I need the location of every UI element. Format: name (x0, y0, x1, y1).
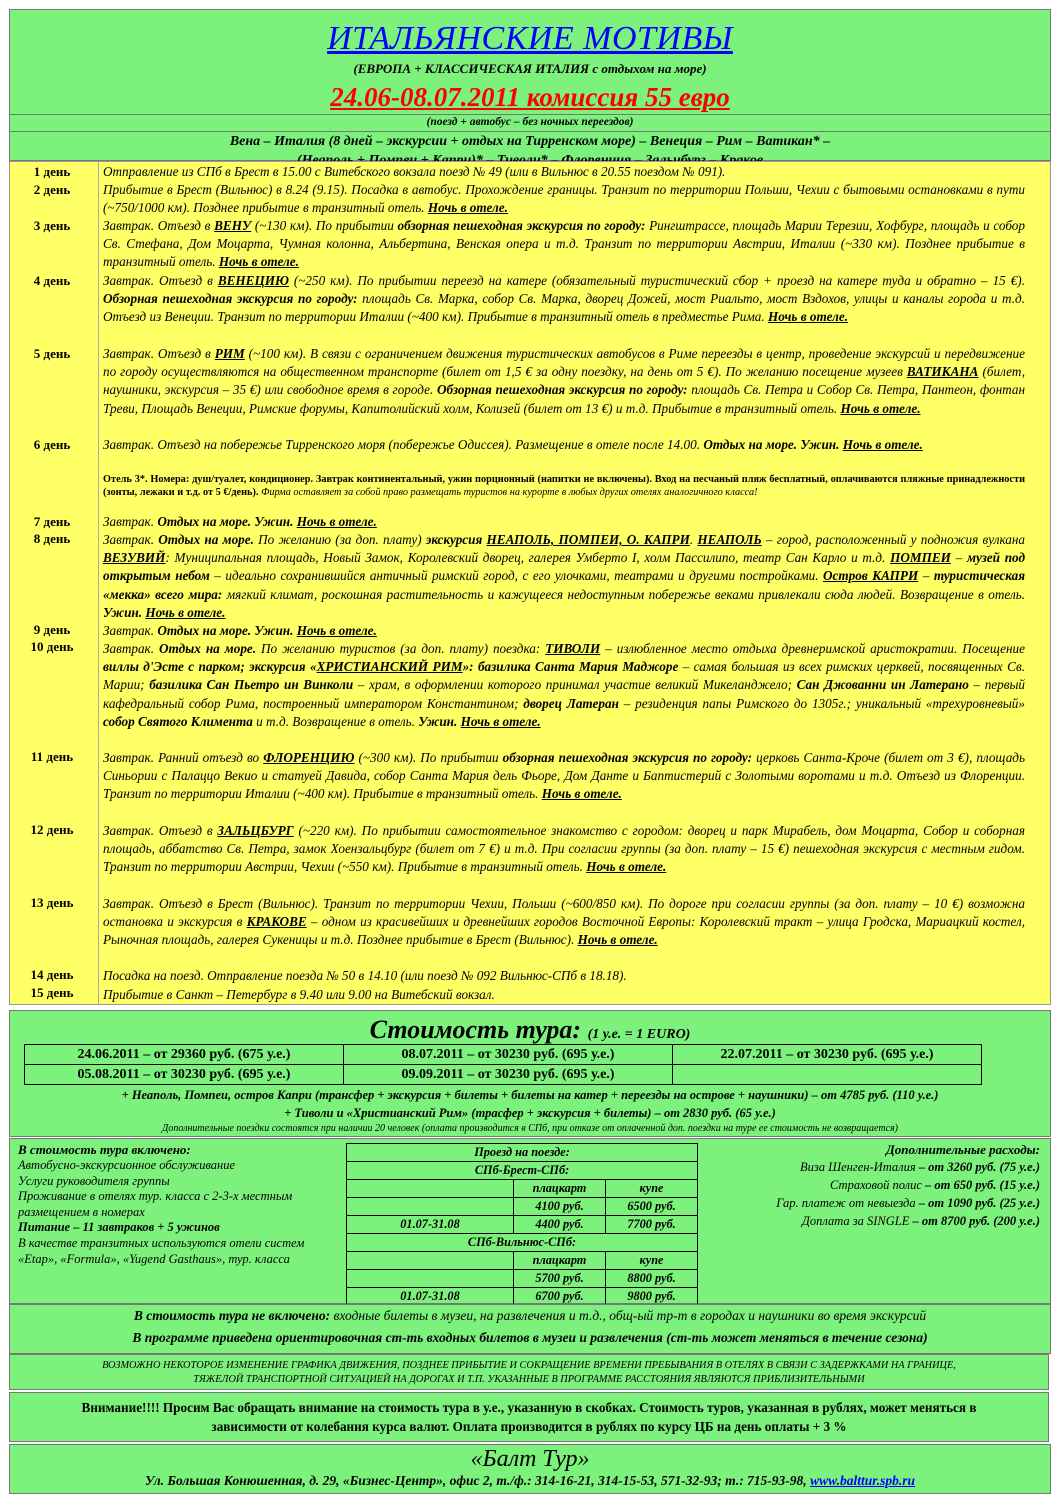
hotel-note: Отель 3*. Номера: душ/туалет, кондиционер. Завтрак континентальный, ужин порционный (напитки не включены). Вход на песчаный пляж бесплатный, оплачиваются пляжные принадлежности (зонты, лежаки и т.д. от 5 €/день). Фирма оставляет за собой право размещать туристов на курорте в любых других отелях аналогичного класса! (103, 474, 1025, 498)
day-text: Завтрак. Отдых на море. По желанию (за доп. плату) экскурсия НЕАПОЛЬ, ПОМПЕИ, О. КАПРИ. НЕАПОЛЬ – город, расположенный у подножия вулкана ВЕЗУВИЙ: Муниципальная площадь, Новый Замок, Королевский дворец, галерея Умберто I, холм Пассилипо, театр Сан Карло и т.д. ПОМПЕИ – музей под открытым небом – идеально сохранившийся античный римский город, с его улочками, театрами и другими постройками. Остров КАПРИ – туристическая «мекка» всего мира: мягкий климат, роскошная растительность и кажущееся недоступным побережье веками привлекали сюда людей. Возвращение в отель. Ужин. Ночь в отеле. (103, 532, 1026, 620)
price-table (24, 1044, 982, 1085)
price-cell (673, 1065, 982, 1085)
rail-cell: 7700 руб. (606, 1216, 698, 1234)
rail-cell: 01.07-31.08 (347, 1216, 514, 1234)
rail-cell: 6700 руб. (514, 1288, 606, 1306)
company-name: «Балт Тур» (470, 1446, 590, 1472)
not-included-line: В стоимость тура не включено: входные билеты в музеи, на развлечения и т.д., общ-ый тр-т в городах и наушники во время экскурсий (133, 1308, 927, 1323)
price-title: Стоимость тура: (1 у.е. = 1 EURO) (369, 1015, 691, 1044)
itinerary-table (9, 161, 1051, 1005)
included-item: Питание – 11 завтраков + 5 ужинов (18, 1220, 220, 1235)
route-line-1: Вена – Италия (8 дней – экскурсии + отдых на Тирренском море) – Венеция – Рим – Ватикан* – (229, 134, 831, 149)
extra-item: Виза Шенген-Италия – от 3260 руб. (75 у.е.) (799, 1160, 1040, 1174)
tour-subtitle: (ЕВРОПА + КЛАССИЧЕСКАЯ ИТАЛИЯ с отдыхом на море) (353, 61, 707, 76)
rail-cell: 9800 руб. (606, 1288, 698, 1306)
day-label: 4 день (33, 273, 71, 288)
tour-header (9, 9, 1051, 161)
table-row (25, 1065, 982, 1085)
warning-block (9, 1392, 1049, 1442)
day-text: Завтрак. Отдых на море. Ужин. Ночь в отеле. (103, 623, 377, 638)
rail-cell (347, 1198, 514, 1216)
day-label: 3 день (33, 218, 71, 233)
extra-title: Дополнительные расходы: (885, 1142, 1040, 1157)
day-label: 8 день (33, 531, 71, 546)
table-row (25, 1045, 982, 1065)
rail-title: Проезд на поезде: (347, 1144, 698, 1162)
option-tivoli: + Тиволи и «Христианский Рим» (трасфер + экскурсия + билеты) – от 2830 руб. (65 у.е.) (284, 1106, 776, 1120)
rail-route: СПб-Вильнюс-СПб: (347, 1234, 698, 1252)
rail-cell: 4100 руб. (514, 1198, 606, 1216)
divider (98, 162, 99, 1004)
included-item: Услуги руководителя группы (18, 1173, 170, 1188)
day-label: 5 день (33, 346, 71, 361)
caps-line-1: ВОЗМОЖНО НЕКОТОРОЕ ИЗМЕНЕНИЕ ГРАФИКА ДВИЖЕНИЯ, ПОЗДНЕЕ ПРИБЫТИЕ И СОКРАЩЕНИЕ ВРЕМЕНИ ПРЕБЫВАНИЯ В ОТЕЛЯХ В СВЯЗИ С ЗАДЕРЖКАМИ НА ГРАНИЦЕ, (102, 1360, 956, 1371)
day-label: 7 день (33, 514, 71, 529)
day-text: Завтрак. Отъезд в ВЕНУ (~130 км). По прибытии обзорная пешеходная экскурсия по городу: Рингштрассе, площадь Марии Терезии, Хофбург, площадь и собор Св. Стефана, Дом Моцарта, Чумная колонна, Альбертина, Венская опера и т.д. Транзит по территории Австрии, Италии (~330 км). Позднее прибытие в транзитный отель. Ночь в отеле. (103, 218, 1025, 270)
extra-item: Страховой полис – от 650 руб. (15 у.е.) (830, 1178, 1040, 1192)
day-label: 14 день (30, 967, 74, 982)
options-note: Дополнительные поездки состоятся при наличии 20 человек (оплата производится в СПб, при отказе от оплаченной доп. поездки на туре ее стоимость не возвращается) (161, 1123, 898, 1134)
day-text: Посадка на поезд. Отправление поезда № 50 в 14.10 (или поезд № 092 Вильнюс-СПб в 18.18). (103, 968, 627, 983)
rail-cell: 6500 руб. (606, 1198, 698, 1216)
divider (10, 114, 1050, 115)
tour-dates-commission: 24.06-08.07.2011 комиссия 55 евро (330, 82, 730, 112)
rail-col-header: плацкарт (514, 1180, 606, 1198)
day-text: Завтрак. Отдых на море. По желанию туристов (за доп. плату) поездка: ТИВОЛИ – излюбленное место отдыха древнеримской аристократии. Посещение виллы д'Эсте с парком; экскурсия «ХРИСТИАНСКИЙ РИМ»: базилика Санта Мария Маджоре – самая большая из всех римских церквей, посвященных Св. Марии; базилика Сан Пьетро ин Винколи – храм, в оформлении которого принимал участие великий Микеланджело; Сан Джованни ин Латерано – первый кафедральный собор Рима, построенный императором Константином; дворец Латеран – резиденция папы Римского до 1305г.; уникальный «трехуровневый» собор Святого Климента и т.д. Возвращение в отель. Ужин. Ночь в отеле. (103, 641, 1026, 729)
company-block (9, 1444, 1051, 1494)
price-cell: 08.07.2011 – от 30230 руб. (695 у.е.) (344, 1045, 673, 1065)
day-text: Завтрак. Отъезд на побережье Тирренского моря (побережье Одиссея). Размещение в отеле после 14.00. Отдых на море. Ужин. Ночь в отеле. (103, 437, 923, 452)
day-label: 10 день (30, 639, 74, 654)
not-included-block (9, 1304, 1051, 1354)
warning-line-2: зависимости от колебания курса валют. Оплата производится в рублях по курсу ЦБ на день оплаты + 3 % (211, 1419, 847, 1434)
day-label: 1 день (33, 164, 71, 179)
day-label: 2 день (33, 182, 71, 197)
price-cell: 22.07.2011 – от 30230 руб. (695 у.е.) (673, 1045, 982, 1065)
day-text: Прибытие в Брест (Вильнюс) в 8.24 (9.15). Посадка в автобус. Прохождение границы. Транзит по территории Польши, Чехии с бытовыми остановками в пути (~750/1000 км). Позднее прибытие в транзитный отель. Ночь в отеле. (103, 182, 1025, 216)
included-item: Автобусно-экскурсионное обслуживание (18, 1158, 236, 1172)
rail-cell (347, 1270, 514, 1288)
rail-cell: 4400 руб. (514, 1216, 606, 1234)
day-label: 6 день (33, 437, 71, 452)
included-column (18, 1139, 318, 1303)
rail-col-header: купе (606, 1180, 698, 1198)
day-text: Завтрак. Отдых на море. Ужин. Ночь в отеле. (103, 514, 377, 529)
option-naples: + Неаполь, Помпеи, остров Капри (трансфер + экскурсия + билеты + билеты на катер + переезды на острове + наушники) – от 4785 руб. (110 у.е.) (121, 1088, 939, 1102)
company-address: Ул. Большая Конюшенная, д. 29, «Бизнес-Центр», офис 2, т./ф.: 314-16-21, 314-15-53, 571-32-93; т.: 715-93-98, www.balttur.spb.ru (145, 1473, 915, 1488)
caps-disclaimer (9, 1354, 1049, 1390)
day-text: Завтрак. Отъезд в РИМ (~100 км). В связи с ограничением движения туристических автобусов в Риме переезды в центр, проведение экскурсий и передвижение по городу осуществляются на общественном транспорте (билет от 1,5 € за одну поездку, на день от 5 €). По желанию посещение музеев ВАТИКАНА (билет, наушники, экскурсия – 35 €) или свободное время в городе. Обзорная пешеходная экскурсия по городу: площадь Св. Петра и Собор Св. Петра, Пантеон, фонтан Треви, Площадь Венеции, Римские форумы, Капитолийский холм, Колизей (билет от 13 €) и т.д. Прибытие в транзитный отель. Ночь в отеле. (103, 346, 1026, 416)
day-text: Завтрак. Отъезд в ВЕНЕЦИЮ (~250 км). По прибытии переезд на катере (обязательный туристический сбор + проезд на катере туда и обратно – 15 €). Обзорная пешеходная экскурсия по городу: площадь Св. Марка, собор Св. Марка, дворец Дожей, мост Риальто, мост Вздохов, улицы и каналы города и т.д. Отъезд из Венеции. Транзит по территории Италии (~400 км). Прибытие в транзитный отель в предместье Рима. Ночь в отеле. (103, 273, 1025, 325)
day-label: 11 день (30, 749, 74, 764)
warning-line-1: Внимание!!!! Просим Вас обращать внимание на стоимость тура в у.е., указанную в скобках. Стоимость туров, указанная в рублях, может меняться в (81, 1400, 977, 1415)
extra-item: Гар. платеж от невыезда – от 1090 руб. (25 у.е.) (776, 1196, 1040, 1210)
day-text: Завтрак. Отъезд в Брест (Вильнюс). Транзит по территории Чехии, Польши (~600/850 км). По дороге при согласии группы (за доп. плату – 10 €) возможна остановка и экскурсия в КРАКОВЕ – одном из красивейших и древнейших городов Восточной Европы: Королевский тракт – улица Гродска, Мариацкий костел, Рыночная площадь, галерея Сукеницы и т.д. Позднее прибытие в Брест (Вильнюс). Ночь в отеле. (103, 896, 1025, 948)
day-text: Прибытие в Санкт – Петербург в 9.40 или 9.00 на Витебский вокзал. (103, 987, 495, 1002)
included-item: В качестве транзитных используются отели систем «Etap», «Formula», «Yugend Gasthaus», тур. класса (18, 1235, 305, 1266)
rail-col-header: купе (606, 1252, 698, 1270)
day-label: 13 день (30, 895, 74, 910)
day-text: Отправление из СПб в Брест в 15.00 с Витебского вокзала поезд № 49 (или в Вильнюс в 20.55 поездом № 091). (103, 164, 726, 179)
caps-line-2: ТЯЖЕЛОЙ ТРАНСПОРТНОЙ СИТУАЦИЕЙ НА ДОРОГАХ И Т.П. УКАЗАННЫЕ В ПРОГРАММЕ РАССТОЯНИЯ ЯВЛЯЮТСЯ ПРИБЛИЗИТЕЛЬНЫМИ (193, 1374, 865, 1385)
day-label: 15 день (30, 985, 74, 1000)
rail-table (346, 1143, 698, 1306)
price-cell: 05.08.2011 – от 30230 руб. (695 у.е.) (25, 1065, 344, 1085)
day-text: Завтрак. Отъезд в ЗАЛЬЦБУРГ (~220 км). По прибытии самостоятельное знакомство с городом: дворец и парк Мирабель, дом Моцарта, Собор и соборная площадь, аббатство Св. Петра, замок Хоензальцбург (билет от 7 €) и т.д. При согласии группы (за доп. плату – 15 €) пешеходная экскурсия с местным гидом. Транзит по территории Австрии, Чехии (~550 км). Прибытие в транзитный отель. Ночь в отеле. (103, 823, 1025, 875)
extra-item: Доплата за SINGLE – от 8700 руб. (200 у.е.) (801, 1214, 1040, 1228)
included-item: Проживание в отелях тур. класса с 2-3-х местным размещением в номерах (18, 1189, 293, 1219)
day-label: 12 день (30, 822, 74, 837)
transport-note: (поезд + автобус – без ночных переездов) (426, 116, 634, 128)
day-label: 9 день (33, 622, 71, 637)
extra-column (710, 1139, 1040, 1303)
website-link[interactable]: www.balttur.spb.ru (810, 1473, 915, 1488)
rail-cell: 5700 руб. (514, 1270, 606, 1288)
approx-prices-line: В программе приведена ориентировочная ст-ть входных билетов в музеи и развлечения (ст-ть может меняться в течение сезона) (132, 1330, 928, 1345)
rail-cell: 01.07-31.08 (347, 1288, 514, 1306)
rail-cell: 8800 руб. (606, 1270, 698, 1288)
price-section (9, 1010, 1051, 1137)
price-cell: 24.06.2011 – от 29360 руб. (675 у.е.) (25, 1045, 344, 1065)
day-text: Завтрак. Ранний отъезд во ФЛОРЕНЦИЮ (~300 км). По прибытии обзорная пешеходная экскурсия по городу: церковь Санта-Кроче (билет от 3 €), площадь Синьории с Палаццо Векио и статуей Давида, собор Санта Мария дель Фьоре, Дом Данте и Баптистерий с Золотыми воротами и т.д. Отъезд из Флоренции. Транзит по территории Италии (~400 км). Прибытие в транзитный отель. Ночь в отеле. (103, 750, 1025, 802)
price-cell: 09.09.2011 – от 30230 руб. (695 у.е.) (344, 1065, 673, 1085)
tour-title: ИТАЛЬЯНСКИЕ МОТИВЫ (327, 20, 733, 57)
included-section (9, 1138, 1051, 1304)
included-title: В стоимость тура включено: (18, 1142, 191, 1157)
rail-route: СПб-Брест-СПб: (347, 1162, 698, 1180)
rail-col-header: плацкарт (514, 1252, 606, 1270)
